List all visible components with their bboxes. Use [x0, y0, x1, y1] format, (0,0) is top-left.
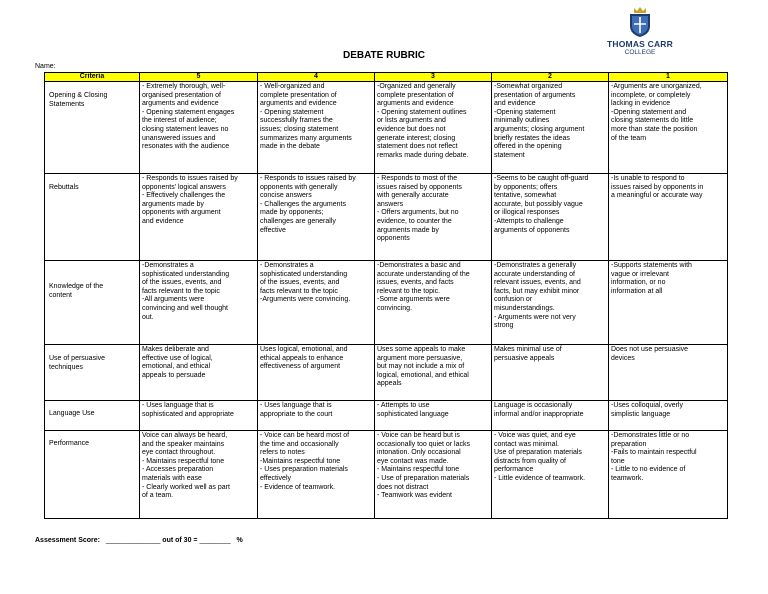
header-cell: 5	[140, 73, 258, 82]
rubric-table	[44, 72, 728, 519]
assessment-score-label: Assessment Score:	[35, 537, 100, 544]
header-cell: 4	[258, 73, 375, 82]
score-blank[interactable]: ______________	[105, 537, 161, 544]
logo-org: THOMAS CARR	[607, 39, 673, 49]
table-row	[45, 401, 728, 431]
table-row	[45, 431, 728, 519]
assessment-score	[35, 537, 243, 544]
rubric-cell: -Demonstrates a basic and accurate understanding of the issues, events, and facts relevant to the topic. -Some arguments were convincing.	[375, 261, 492, 345]
page-title: DEBATE RUBRIC	[342, 50, 426, 61]
criteria-cell: Performance	[45, 431, 140, 519]
rubric-cell: -Demonstrates a sophisticated understanding of the issues, events, and facts relevant to the topic -All arguments were convincing and well thought out.	[140, 261, 258, 345]
rubric-cell: - Uses language that is sophisticated and appropriate	[140, 401, 258, 431]
rubric-cell: Makes deliberate and effective use of logical, emotional, and ethical appeals to persuade	[140, 345, 258, 401]
header-row	[45, 73, 728, 82]
criteria-cell: Rebuttals	[45, 174, 140, 261]
rubric-cell: -Demonstrates a generally accurate understanding of relevant issues, events, and facts, but may exhibit minor confusion or misunderstandings. - Arguments were not very strong	[492, 261, 609, 345]
name-label: Name:	[35, 63, 56, 70]
rubric-cell: -Arguments are unorganized, incomplete, or completely lacking in evidence -Opening statement and closing statements do little more than state the position of the team	[609, 82, 728, 174]
rubric-cell: - Responds to most of the issues raised by opponents with generally accurate answers - Offers arguments, but no evidence, to counter the arguments made by opponents	[375, 174, 492, 261]
rubric-cell: Uses some appeals to make argument more persuasive, but may not include a mix of logical, emotional, and ethical appeals	[375, 345, 492, 401]
criteria-cell: Opening & Closing Statements	[45, 82, 140, 174]
percent-blank[interactable]: ________	[199, 537, 231, 544]
rubric-cell: - Responds to issues raised by opponents with generally concise answers - Challenges the arguments made by opponents; challenges are generally effective	[258, 174, 375, 261]
rubric-cell: -Demonstrates little or no preparation -Fails to maintain respectful tone - Little to no evidence of teamwork.	[609, 431, 728, 519]
rubric-cell: - Well-organized and complete presentation of arguments and evidence - Opening statement successfully frames the issues; closing statement summarizes many arguments made in the debate	[258, 82, 375, 174]
header-cell: 1	[609, 73, 728, 82]
college-logo	[605, 6, 675, 70]
rubric-cell: - Voice was quiet, and eye contact was minimal. Use of preparation materials distracts from quality of performance - Little evidence of teamwork.	[492, 431, 609, 519]
rubric-cell: Voice can always be heard, and the speaker maintains eye contact throughout. - Maintains respectful tone - Accesses preparation materials with ease - Clearly worked well as part of a team.	[140, 431, 258, 519]
rubric-cell: -Somewhat organized presentation of arguments and evidence -Opening statement minimally outlines arguments; closing argument briefly restates the ideas offered in the opening statement	[492, 82, 609, 174]
rubric-cell: - Voice can be heard but is occasionally too quiet or lacks intonation. Only occasional eye contact was made. - Maintains respectful tone - Use of preparation materials does not distract - Teamwork was evident	[375, 431, 492, 519]
criteria-cell: Language Use	[45, 401, 140, 431]
criteria-cell: Use of persuasive techniques	[45, 345, 140, 401]
rubric-cell: -Uses colloquial, overly simplistic language	[609, 401, 728, 431]
header-cell: 3	[375, 73, 492, 82]
table-row	[45, 261, 728, 345]
table-row	[45, 174, 728, 261]
table-row	[45, 345, 728, 401]
logo-sub: COLLEGE	[624, 49, 656, 56]
rubric-cell: -Organized and generally complete presentation of arguments and evidence - Opening statement outlines or lists arguments and evidence but does not generate interest; closing statement does not reflect remarks made during debate.	[375, 82, 492, 174]
rubric-cell: - Demonstrates a sophisticated understanding of the issues, events, and facts relevant to the topic -Arguments were convincing.	[258, 261, 375, 345]
rubric-cell: Makes minimal use of persuasive appeals	[492, 345, 609, 401]
crest-icon	[628, 6, 652, 38]
header-cell: Criteria	[45, 73, 140, 82]
header-cell: 2	[492, 73, 609, 82]
rubric-cell: - Responds to issues raised by opponents' logical answers - Effectively challenges the arguments made by opponents with argument and evidence	[140, 174, 258, 261]
out-of-label: out of 30 =	[162, 537, 198, 544]
criteria-cell: Knowledge of the content	[45, 261, 140, 345]
rubric-cell: - Uses language that is appropriate to the court	[258, 401, 375, 431]
rubric-cell: Does not use persuasive devices	[609, 345, 728, 401]
rubric-cell: - Extremely thorough, well- organised presentation of arguments and evidence - Opening statement engages the interest of audience; closing statement leaves no unanswered issues and resonates with the audience	[140, 82, 258, 174]
rubric-cell: -Seems to be caught off-guard by opponents; offers tentative, somewhat accurate, but possibly vague or illogical responses -Attempts to challenge arguments of opponents	[492, 174, 609, 261]
rubric-cell: Uses logical, emotional, and ethical appeals to enhance effectiveness of argument	[258, 345, 375, 401]
rubric-cell: - Voice can be heard most of the time and occasionally refers to notes -Maintains respectful tone - Uses preparation materials effectively - Evidence of teamwork.	[258, 431, 375, 519]
rubric-cell: -Is unable to respond to issues raised by opponents in a meaningful or accurate way	[609, 174, 728, 261]
rubric-cell: - Attempts to use sophisticated language	[375, 401, 492, 431]
table-row	[45, 82, 728, 174]
percent-sign: %	[236, 537, 243, 544]
rubric-cell: Language is occasionally informal and/or inappropriate	[492, 401, 609, 431]
rubric-cell: -Supports statements with vague or irrelevant information, or no information at all	[609, 261, 728, 345]
